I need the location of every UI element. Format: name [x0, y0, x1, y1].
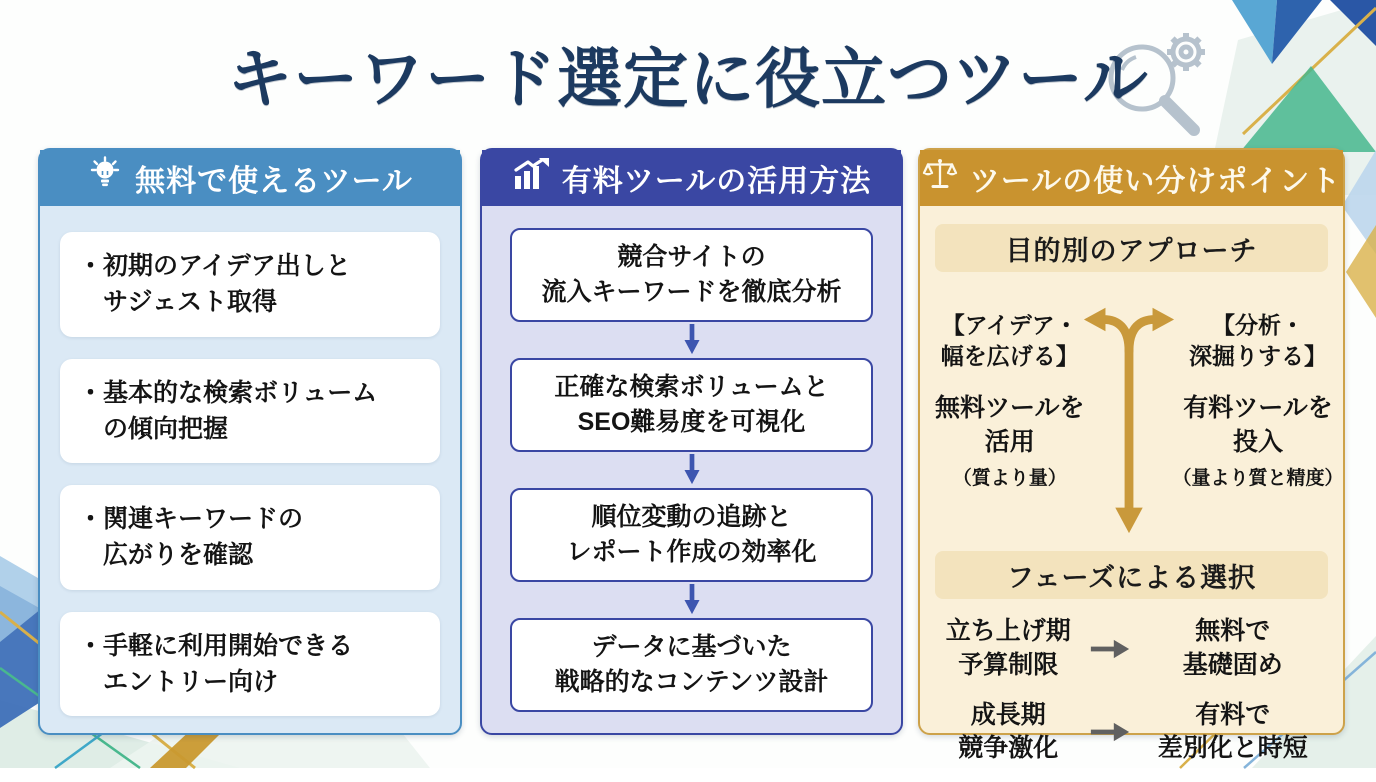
paid-step: 正確な検索ボリュームと SEO難易度を可視化: [510, 358, 873, 452]
purpose-subheader: 目的別のアプローチ: [935, 224, 1328, 272]
bar-chart-up-icon: [512, 158, 550, 198]
usage-points-header: [920, 150, 1343, 206]
page-title: キーワード選定に役立つツール: [227, 42, 1149, 115]
branch-arrow-icon: [1085, 286, 1173, 539]
paid-step: データに基づいた 戦略的なコンテンツ設計: [510, 618, 873, 712]
purpose-right: 【分析・ 深掘りする】 有料ツールを 投入 （量より質と精度）: [1172, 312, 1344, 489]
right-arrow-icon: [1082, 636, 1138, 662]
title-row: [0, 26, 1376, 120]
paid-tools-column: [480, 148, 903, 735]
free-tools-column: [38, 148, 462, 735]
usage-points-header-label: ツールの使い分けポイント: [969, 165, 1342, 198]
free-tool-item: ・手軽に利用開始できる エントリー向け: [60, 612, 440, 717]
paid-tools-body: [482, 206, 901, 733]
paid-step: 順位変動の追跡と レポート作成の効率化: [510, 488, 873, 582]
free-tool-item: ・関連キーワードの 広がりを確認: [60, 485, 440, 590]
phase-subheader: フェーズによる選択: [935, 551, 1328, 599]
usage-points-body: [920, 206, 1343, 782]
phase-row: 立ち上げ期 予算制限 無料で 基礎固め: [945, 617, 1283, 679]
lightbulb-icon: [87, 156, 123, 200]
paid-tools-header-label: 有料ツールの活用方法: [561, 165, 872, 198]
purpose-comparison: [935, 286, 1344, 539]
balance-scale-icon: [922, 157, 958, 199]
purpose-left: 【アイデア・ 幅を広げる】 無料ツールを 活用 （質より量）: [935, 312, 1085, 489]
paid-step: 競合サイトの 流入キーワードを徹底分析: [510, 228, 873, 322]
free-tool-item: ・初期のアイデア出しと サジェスト取得: [60, 232, 440, 337]
free-tool-item: ・基本的な検索ボリューム の傾向把握: [60, 359, 440, 464]
down-arrow-icon: [679, 322, 705, 358]
down-arrow-icon: [679, 582, 705, 618]
usage-points-column: [918, 148, 1345, 763]
free-tools-header: [40, 150, 460, 206]
phase-row: 成長期 競争激化 有料で 差別化と時短: [958, 700, 1308, 763]
paid-tools-header: [482, 150, 901, 206]
right-arrow-icon: [1082, 719, 1138, 745]
free-tools-header-label: 無料で使えるツール: [135, 165, 413, 198]
down-arrow-icon: [679, 452, 705, 488]
free-tools-body: [40, 206, 460, 740]
